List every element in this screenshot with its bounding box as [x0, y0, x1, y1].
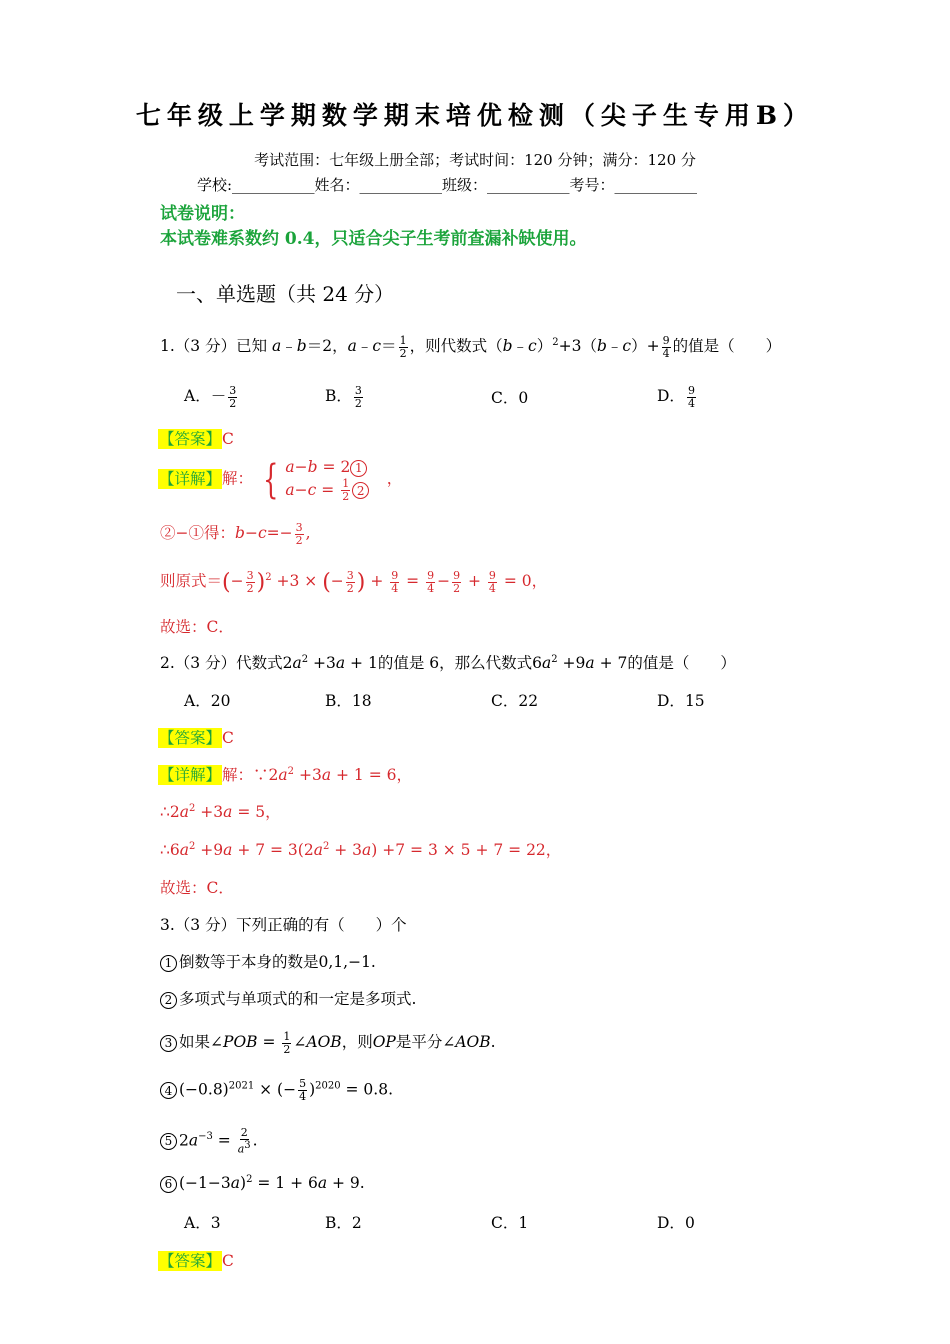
- question-3-option-a[interactable]: A．3: [184, 1214, 221, 1232]
- question-3-item-1: 1 倒数等于本身的数是0,1,−1.: [160, 950, 376, 972]
- detail-tag: 【详解】: [159, 469, 222, 488]
- question-3-option-b[interactable]: B．2: [325, 1214, 362, 1232]
- notes-heading: 试卷说明：: [160, 204, 245, 224]
- question-2-answer: 【答案】C: [159, 729, 234, 747]
- question-2-stem: 2.（3 分）代数式$2a^2 +3a + 1$的值是 6，那么代数式$6a^2 +9a + 7$的值是（ ）: [160, 653, 736, 672]
- question-1-option-a[interactable]: A．－ $\frac{3}{2}$: [184, 383, 237, 410]
- detail-tag: 【详解】: [159, 766, 222, 784]
- question-1-detail-system: 【详解】解： { a−b = 2 1 a−c = $\frac{1}{2}$ 2 ，: [159, 456, 403, 503]
- question-1-conclusion: 故选：C．: [160, 618, 234, 636]
- question-2-conclusion: 故选：C．: [160, 879, 234, 897]
- question-2-option-a[interactable]: A．20: [184, 692, 231, 710]
- student-fill-line: 学校:___________姓名：___________班级：___________考号：___________: [197, 176, 698, 194]
- question-2-detail-line-1: 【详解】解：$\because 2a^2 +3a + 1 = 6$，: [159, 765, 412, 784]
- question-1-stem: 1.（3 分）已知 a﹣b＝2，a﹣c＝ $\frac{1}{2}$ ，则代数式（b﹣c）$^2$+3（b﹣c）+ $\frac{9}{4}$ 的值是（ ）: [160, 333, 782, 360]
- question-3-item-2: 2 多项式与单项式的和一定是多项式.: [160, 987, 416, 1009]
- question-3-answer: 【答案】C: [159, 1252, 234, 1270]
- question-2-detail-line-2: $\therefore 2a^2 +3a = 5$，: [160, 802, 281, 821]
- document-title: 七年级上学期数学期末培优检测（尖子生专用B）: [135, 101, 815, 130]
- notes-text: 本试卷难系数约 0.4，只适合尖子生考前查漏补缺使用。: [160, 229, 587, 249]
- answer-tag: 【答案】: [159, 430, 222, 448]
- question-2-detail-line-3: $\therefore 6a^2 +9a + 7 = 3(2a^2 + 3a) +7 = 3 \times 5 + 7 = 22$，: [160, 840, 562, 859]
- question-3-item-6: 6 $(-1-3a)^2 = 1 + 6a + 9$.: [160, 1174, 365, 1193]
- question-3-option-d[interactable]: D．0: [657, 1214, 695, 1232]
- question-1-answer: 【答案】C: [159, 430, 234, 448]
- answer-tag: 【答案】: [159, 729, 222, 747]
- question-3-item-5: 5 $2a^{-3}$ = $\frac{2}{a^3}$ .: [160, 1127, 258, 1156]
- question-1-step-subtract: ②−①得：b−c=− $\frac{3}{2}$ ,: [160, 520, 311, 547]
- question-1-step-substitute: 则原式＝(− $\frac{3}{2}$ )$^2$ +3 × (− $\frac{3}{2}$ ) + $\frac{9}{4}$ = $\frac{9}{4}$ − $\frac{9}{2}$ + $\frac{9}{4}$ = 0，: [160, 568, 548, 595]
- question-1-option-b[interactable]: B． $\frac{3}{2}$: [325, 383, 362, 410]
- question-1-option-d[interactable]: D． $\frac{9}{4}$: [657, 383, 695, 410]
- question-3-option-c[interactable]: C．1: [491, 1214, 529, 1232]
- question-1-option-c[interactable]: C．0: [491, 389, 529, 407]
- exam-info: 考试范围：七年级上册全部；考试时间：120 分钟；满分：120 分: [254, 151, 696, 169]
- question-2-option-b[interactable]: B．18: [325, 692, 372, 710]
- section-title: 一、单选题（共 24 分）: [176, 282, 395, 306]
- question-2-option-c[interactable]: C．22: [491, 692, 539, 710]
- question-3-item-4: 4 $(-0.8)^{2021}$ × (− $\frac{5}{4}$ )$^{2020}$ = 0.8.: [160, 1078, 393, 1103]
- answer-tag: 【答案】: [159, 1252, 222, 1270]
- question-3-stem: 3.（3 分）下列正确的有（ ）个: [160, 916, 407, 934]
- question-2-option-d[interactable]: D．15: [657, 692, 705, 710]
- question-3-item-3: 3 如果∠POB = $\frac{1}{2}$ ∠AOB，则OP是平分∠AOB.: [160, 1030, 496, 1056]
